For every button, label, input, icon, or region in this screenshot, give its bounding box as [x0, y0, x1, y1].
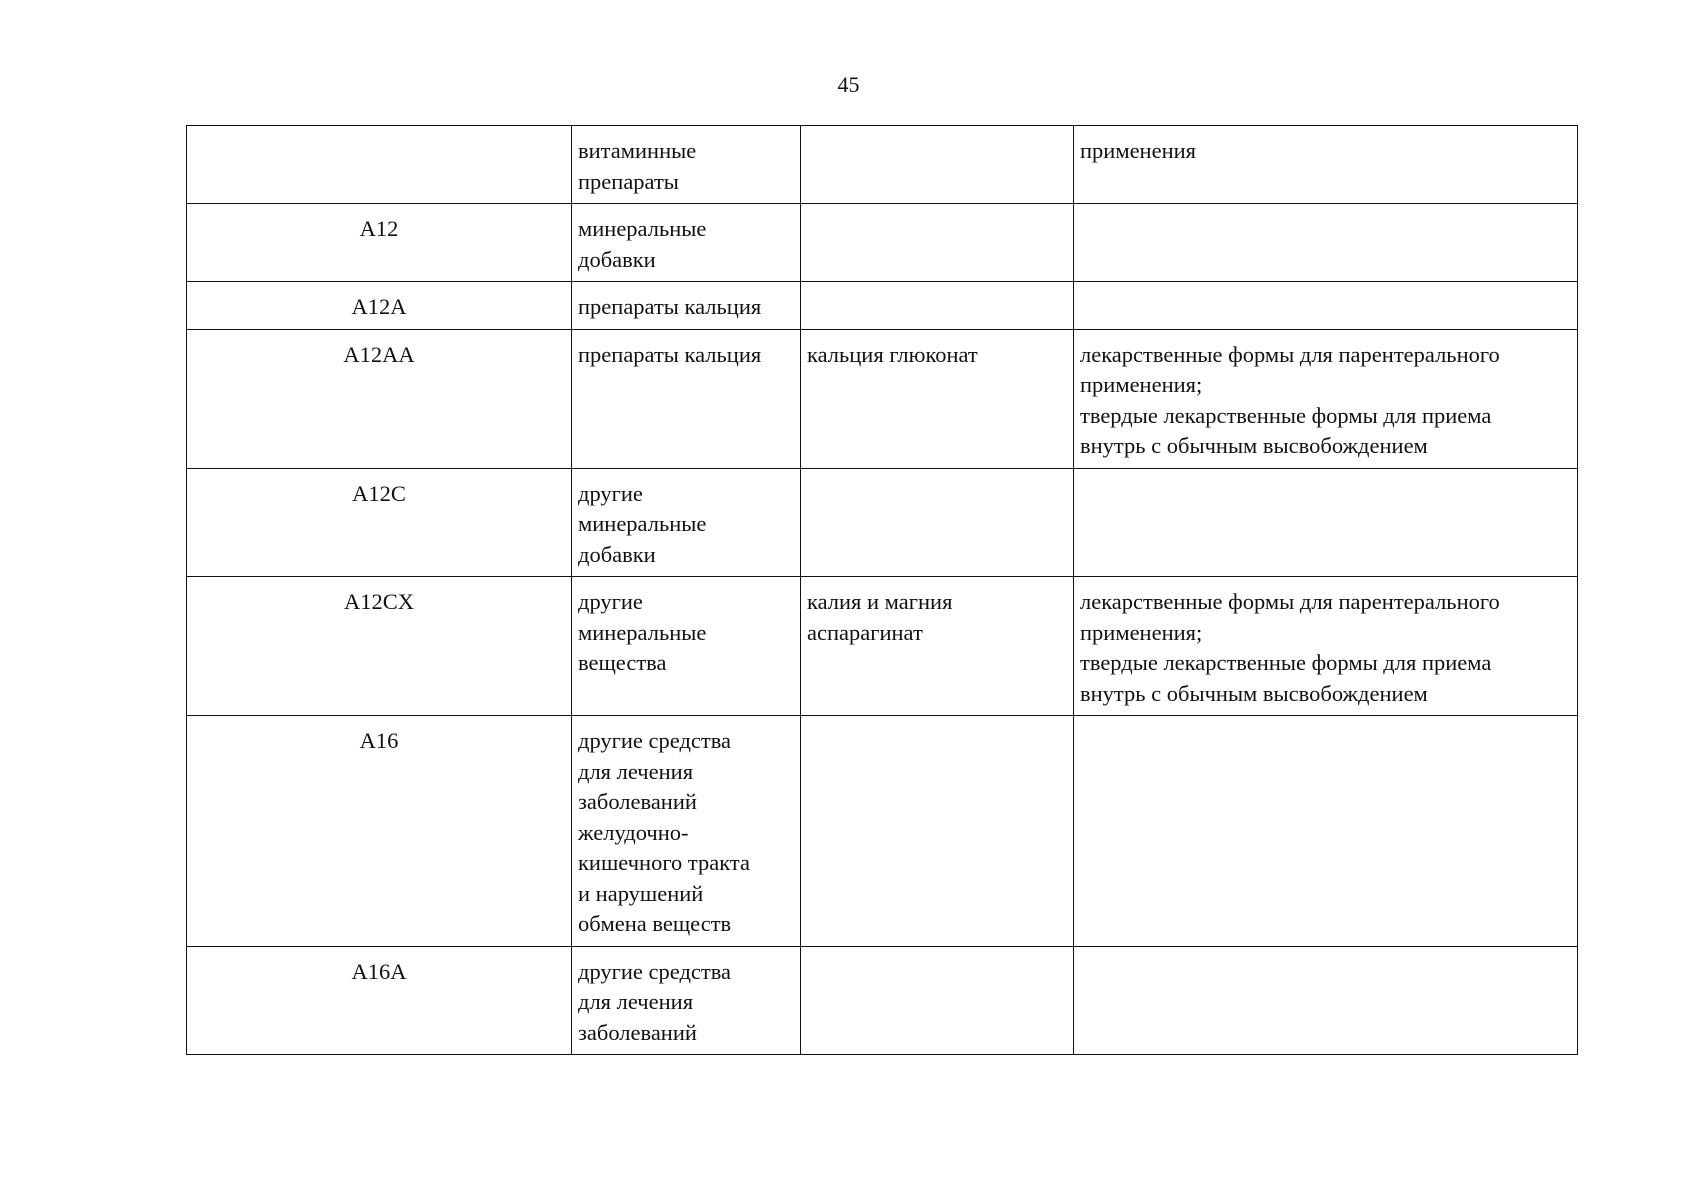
text-line: желудочно-: [578, 819, 689, 845]
table-row: [187, 204, 1578, 282]
medication-table: [186, 125, 1578, 1055]
text-line: для лечения: [578, 989, 694, 1014]
text-line: внутрь с обычным высвобождением: [1080, 680, 1428, 706]
table-row: [187, 946, 1578, 1055]
substance-cell: [801, 577, 1074, 716]
group-cell: [572, 126, 801, 204]
table-row: [187, 329, 1578, 468]
atc-code-cell: A12A: [187, 282, 572, 330]
text-line: препараты кальция: [578, 341, 762, 367]
atc-code-cell: [187, 126, 572, 204]
table-row: [187, 716, 1578, 947]
text-line: применения: [1080, 138, 1197, 163]
text-line: и нарушений: [578, 880, 704, 906]
atc-code-cell: A12CX: [187, 577, 572, 716]
dosage-forms-cell: [1074, 716, 1578, 947]
substance-cell: [801, 329, 1074, 468]
text-line: другие средства: [578, 728, 732, 753]
group-cell: [572, 946, 801, 1055]
substance-cell: [801, 716, 1074, 947]
dosage-forms-cell: [1074, 126, 1578, 204]
text-line: аспарагинат: [807, 619, 923, 645]
group-cell: [572, 282, 801, 330]
text-line: твердые лекарственные формы для приема: [1080, 402, 1492, 428]
text-line: применения;: [1080, 372, 1203, 397]
text-line: вещества: [578, 650, 667, 675]
atc-code-cell: A12: [187, 204, 572, 282]
text-line: твердые лекарственные формы для приема: [1080, 650, 1492, 675]
text-line: кальция глюконат: [807, 341, 978, 367]
text-line: другие: [578, 480, 643, 506]
dosage-forms-cell: [1074, 282, 1578, 330]
text-line: витаминные: [578, 138, 697, 163]
substance-cell: [801, 204, 1074, 282]
text-line: другие: [578, 589, 643, 614]
text-line: другие средства: [578, 958, 732, 984]
text-line: минеральные: [578, 619, 707, 645]
group-cell: [572, 329, 801, 468]
text-line: препараты кальция: [578, 294, 762, 319]
dosage-forms-cell: [1074, 329, 1578, 468]
text-line: заболеваний: [578, 789, 697, 814]
dosage-forms-cell: [1074, 468, 1578, 577]
table-body: [187, 126, 1578, 1055]
substance-cell: [801, 282, 1074, 330]
table-row: [187, 126, 1578, 204]
group-cell: [572, 204, 801, 282]
text-line: применения;: [1080, 619, 1203, 645]
text-line: добавки: [578, 246, 656, 272]
atc-code-cell: A12AA: [187, 329, 572, 468]
substance-cell: [801, 468, 1074, 577]
text-line: добавки: [578, 541, 656, 567]
text-line: минеральные: [578, 511, 707, 536]
atc-code-cell: A12C: [187, 468, 572, 577]
dosage-forms-cell: [1074, 577, 1578, 716]
text-line: для лечения: [578, 758, 694, 784]
text-line: лекарственные формы для парентерального: [1080, 589, 1500, 614]
text-line: внутрь с обычным высвобождением: [1080, 433, 1428, 458]
table-row: [187, 282, 1578, 330]
group-cell: [572, 716, 801, 947]
dosage-forms-cell: [1074, 204, 1578, 282]
atc-code-cell: A16: [187, 716, 572, 947]
text-line: заболеваний: [578, 1019, 697, 1045]
text-line: минеральные: [578, 216, 707, 241]
text-line: обмена веществ: [578, 911, 732, 936]
text-line: кишечного тракта: [578, 850, 750, 875]
table-row: [187, 468, 1578, 577]
text-line: препараты: [578, 168, 679, 194]
text-line: лекарственные формы для парентерального: [1080, 341, 1500, 367]
substance-cell: [801, 126, 1074, 204]
dosage-forms-cell: [1074, 946, 1578, 1055]
group-cell: [572, 468, 801, 577]
atc-code-cell: A16A: [187, 946, 572, 1055]
group-cell: [572, 577, 801, 716]
page-number: 45: [837, 72, 860, 97]
substance-cell: [801, 946, 1074, 1055]
table-row: [187, 577, 1578, 716]
text-line: калия и магния: [807, 589, 953, 614]
